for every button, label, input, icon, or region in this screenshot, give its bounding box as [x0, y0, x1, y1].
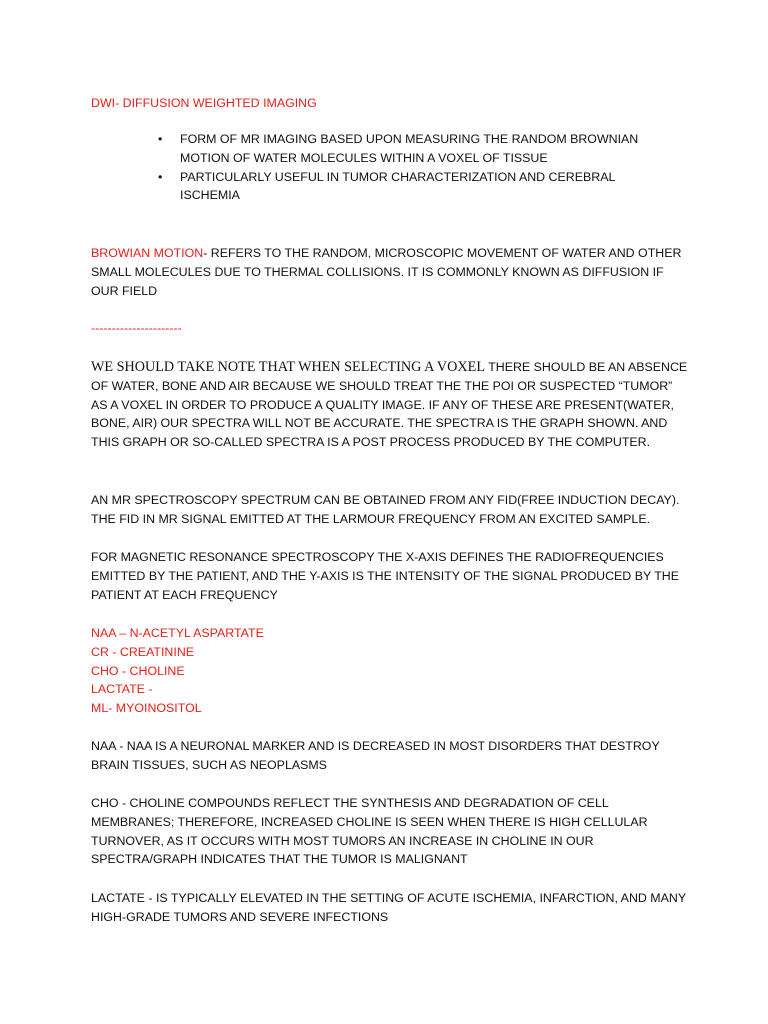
- metabolite-item: LACTATE -: [91, 682, 153, 697]
- bullet-icon: •: [158, 169, 163, 184]
- metabolite-item: NAA – N-ACETYL ASPARTATE: [91, 626, 264, 640]
- dwi-bullet-list: [158, 130, 678, 205]
- voxel-note-paragraph: [91, 358, 691, 452]
- cho-note-paragraph: CHO - CHOLINE COMPOUNDS REFLECT THE SYNTHESIS AND DEGRADATION OF CELL MEMBRANES; THEREFORE, INCREASED CHOLINE IS SEEN WHEN THERE IS HIGH CELLULAR TURNOVER, AS IT OCCURS WITH MOST TUMORS AN INCREASE IN CHOLINE IN OUR SPECTRA/GRAPH INDICATES THAT THE TUMOR IS MALIGNANT: [91, 796, 648, 867]
- metabolite-item: ML- MYOINOSITOL: [91, 701, 202, 716]
- voxel-note-rest: THERE SHOULD BE AN ABSENCE OF WATER, BONE AND AIR BECAUSE WE SHOULD TREAT THE THE POI OR SUSPECTED “TUMOR” AS A VOXEL IN ORDER TO PRODUCE A QUALITY IMAGE. IF ANY OF THESE ARE PRESENT(WATER, BONE, AIR) OUR SPECTRA WILL NOT BE ACCURATE. THE SPECTRA IS THE GRAPH SHOWN. AND THIS GRAPH OR SO-CALLED SPECTRA IS A POST PROCESS PRODUCED BY THE COMPUTER.: [91, 360, 688, 450]
- dwi-bullet-text: PARTICULARLY USEFUL IN TUMOR CHARACTERIZATION AND CEREBRAL ISCHEMIA: [180, 169, 615, 203]
- bullet-icon: •: [158, 132, 163, 146]
- metabolite-item: CR - CREATININE: [91, 644, 195, 659]
- spectroscopy-axes-paragraph: FOR MAGNETIC RESONANCE SPECTROSCOPY THE X-AXIS DEFINES THE RADIOFREQUENCIES EMITTED BY THE PATIENT, AND THE Y-AXIS IS THE INTENSITY OF THE SIGNAL PRODUCED BY THE PATIENT AT EACH FREQUENCY: [91, 550, 679, 602]
- dwi-heading: DWI- DIFFUSION WEIGHTED IMAGING: [91, 96, 317, 110]
- lactate-note-paragraph: LACTATE - IS TYPICALLY ELEVATED IN THE SETTING OF ACUTE ISCHEMIA, INFARCTION, AND MANY HIGH-GRADE TUMORS AND SEVERE INFECTIONS: [91, 891, 686, 924]
- spectroscopy-fid-paragraph: AN MR SPECTROSCOPY SPECTRUM CAN BE OBTAINED FROM ANY FID(FREE INDUCTION DECAY). THE FID IN MR SIGNAL EMITTED AT THE LARMOUR FREQUENCY FROM AN EXCITED SAMPLE.: [91, 493, 680, 526]
- section-divider: ----------------------: [91, 321, 182, 335]
- metabolite-list: [91, 624, 691, 718]
- metabolite-item: CHO - CHOLINE: [91, 663, 185, 678]
- brownian-term: BROWIAN MOTION: [91, 246, 204, 260]
- brownian-definition: - REFERS TO THE RANDOM, MICROSCOPIC MOVEMENT OF WATER AND OTHER SMALL MOLECULES DUE TO THERMAL COLLISIONS. IT IS COMMONLY KNOWN AS DIFFUSION IF OUR FIELD: [91, 246, 682, 298]
- list-item: [158, 168, 678, 206]
- dwi-bullet-text: FORM OF MR IMAGING BASED UPON MEASURING THE RANDOM BROWNIAN MOTION OF WATER MOLECULES WITHIN A VOXEL OF TISSUE: [180, 132, 639, 165]
- voxel-note-lead: WE SHOULD TAKE NOTE THAT WHEN SELECTING A VOXEL: [91, 359, 485, 375]
- naa-note-paragraph: NAA - NAA IS A NEURONAL MARKER AND IS DECREASED IN MOST DISORDERS THAT DESTROY BRAIN TISSUES, SUCH AS NEOPLASMS: [91, 739, 660, 772]
- brownian-paragraph: [91, 244, 691, 300]
- list-item: [158, 130, 678, 168]
